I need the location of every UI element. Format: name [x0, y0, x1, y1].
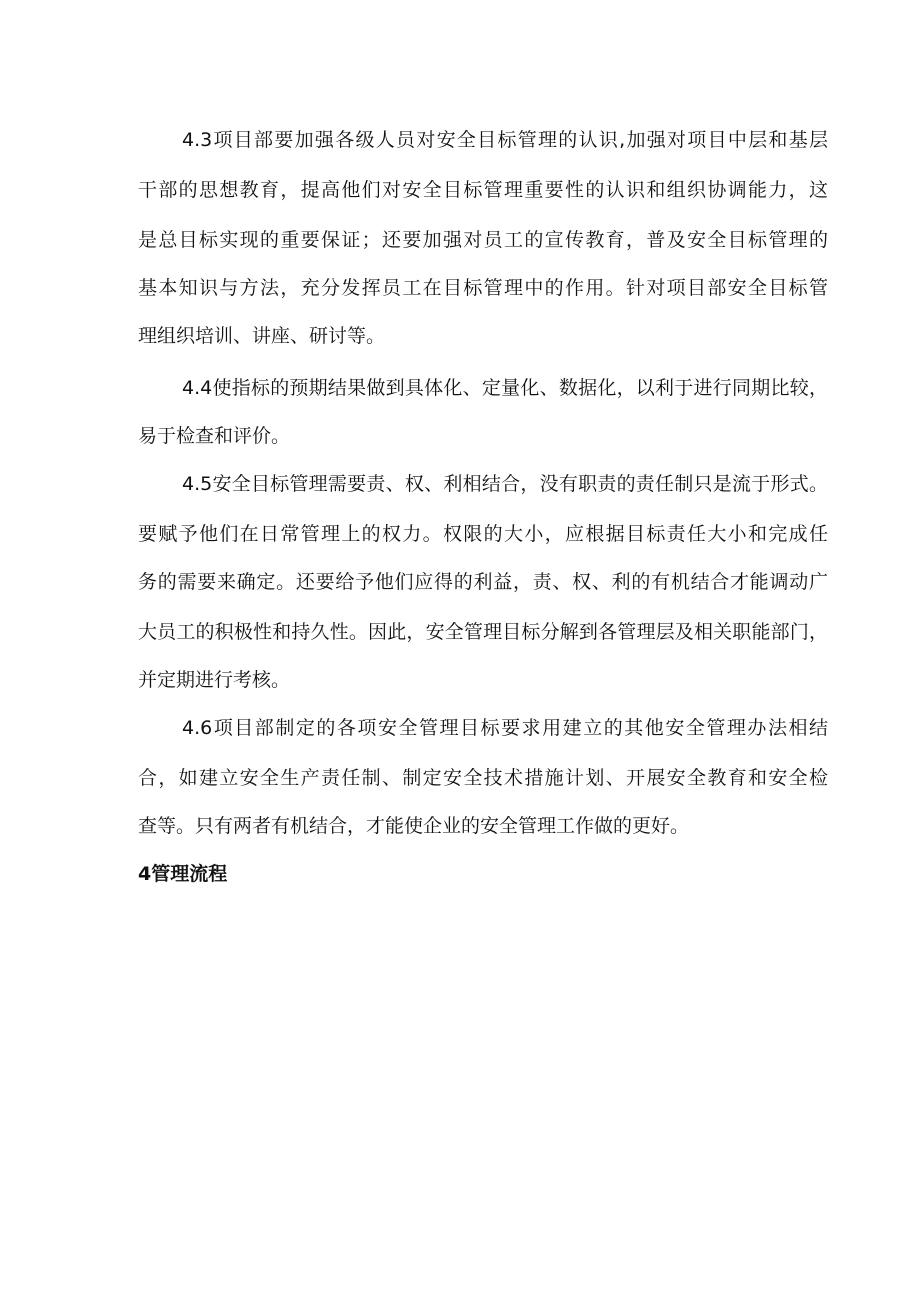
para-4-5-line-2: 要赋予他们在日常管理上的权力。权限的大小，应根据目标责任大小和完成任 — [138, 523, 828, 545]
para-4-4-line-2: 易于检查和评价。 — [138, 425, 291, 447]
para-4-4-line-1: 4.4使指标的预期结果做到具体化、定量化、数据化，以利于进行同期比较， — [182, 377, 828, 399]
para-4-5-line-3: 务的需要来确定。还要给予他们应得的利益，责、权、利的有机结合才能调动广 — [138, 571, 828, 593]
para-4-6-line-3: 查等。只有两者有机结合，才能使企业的安全管理工作做的更好。 — [138, 815, 690, 837]
para-4-3-line-3: 是总目标实现的重要保证；还要加强对员工的宣传教育，普及安全目标管理的 — [138, 229, 828, 251]
para-4-3-line-2: 干部的思想教育，提高他们对安全目标管理重要性的认识和组织协调能力，这 — [138, 179, 828, 201]
para-4-6-line-2: 合，如建立安全生产责任制、制定安全技术措施计划、开展安全教育和安全检 — [138, 767, 828, 789]
para-4-3-line-4: 基本知识与方法，充分发挥员工在目标管理中的作用。针对项目部安全目标管 — [138, 277, 828, 299]
para-4-6-line-1: 4.6项目部制定的各项安全管理目标要求用建立的其他安全管理办法相结 — [182, 717, 828, 739]
para-4-3-line-5: 理组织培训、讲座、研讨等。 — [138, 325, 386, 347]
para-4-3-line-1: 4.3项目部要加强各级人员对安全目标管理的认识,加强对项目中层和基层 — [182, 129, 828, 151]
section-heading: 4管理流程 — [138, 863, 228, 885]
para-4-5-line-1: 4.5安全目标管理需要责、权、利相结合，没有职责的责任制只是流于形式。 — [182, 473, 828, 495]
para-4-5-line-5: 并定期进行考核。 — [138, 669, 291, 691]
para-4-5-line-4: 大员工的积极性和持久性。因此，安全管理目标分解到各管理层及相关职能部门， — [138, 621, 828, 643]
